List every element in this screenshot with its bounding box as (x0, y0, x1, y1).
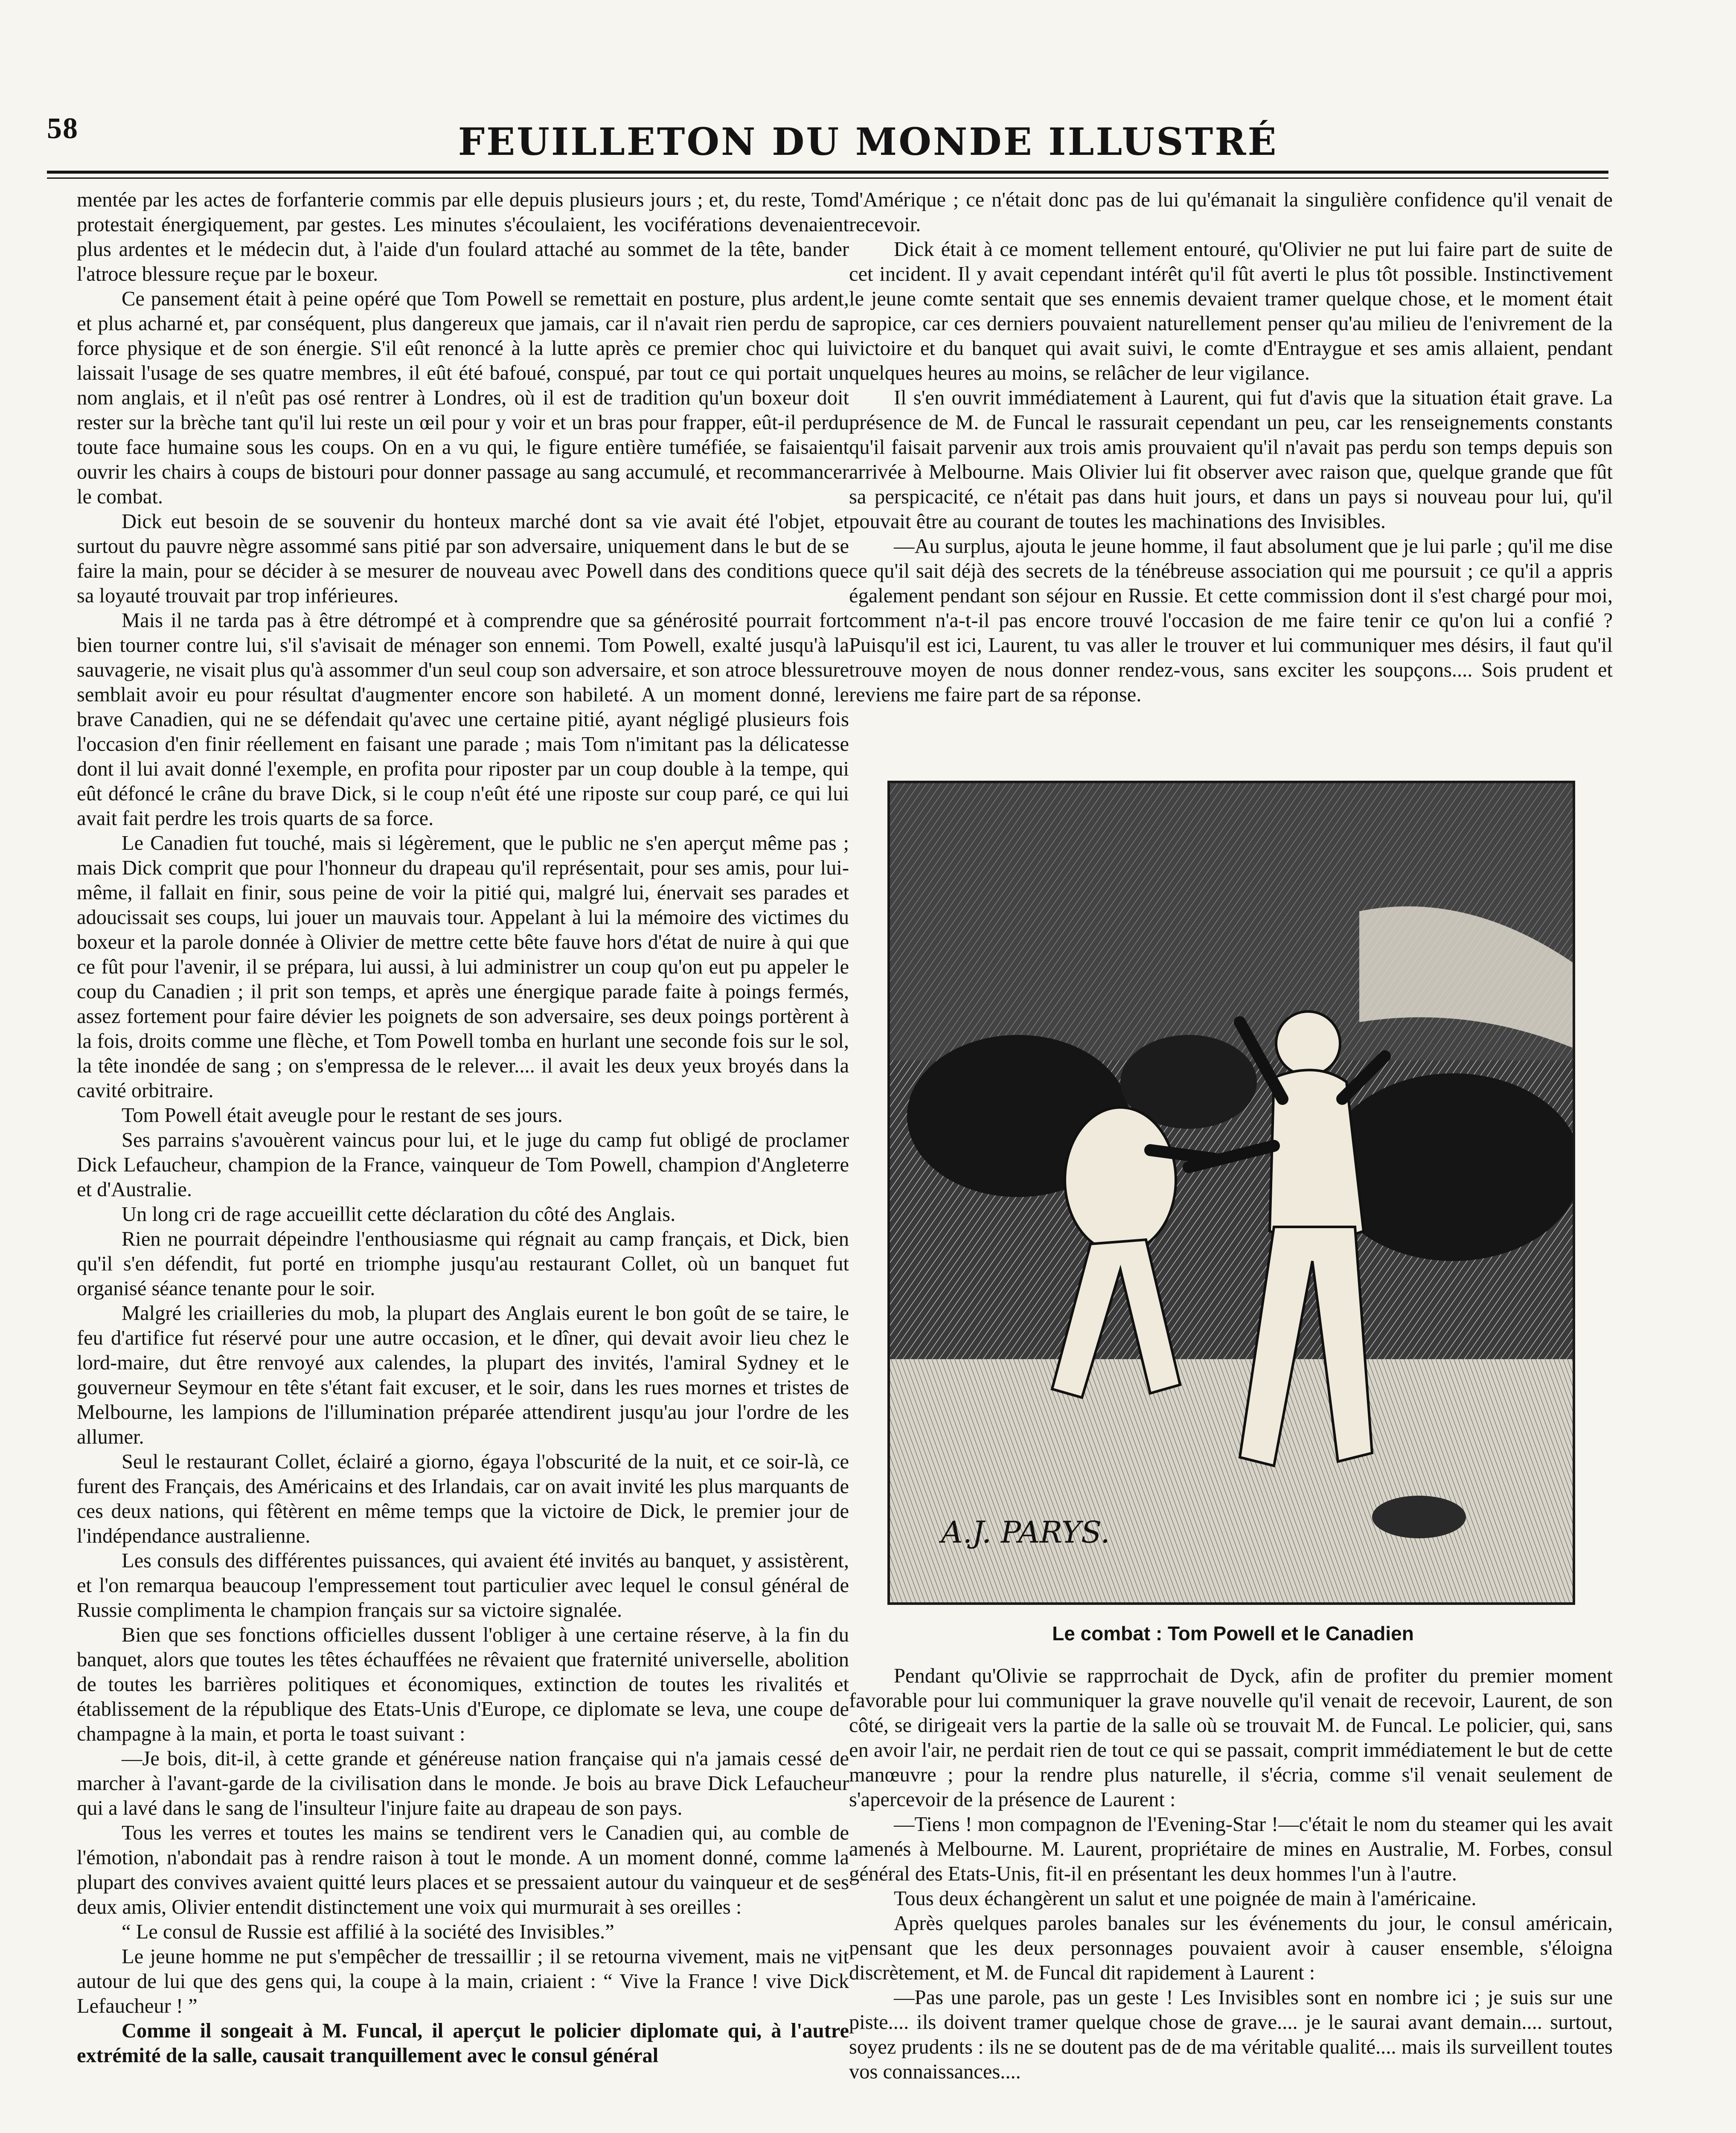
paragraph: Après quelques paroles banales sur les événements du jour, le consul américain, pensant que les deux personnages pouvaient avoir à causer ensemble, s'éloigna discrètement, et M. de Funcal dit rapidement à Laurent : (849, 1912, 1613, 1984)
figure (887, 781, 1579, 1645)
paragraph: Dick eut besoin de se souvenir du honteux marché dont sa vie avait été l'objet, et surtout du pauvre nègre assommé sans pitié par son adversaire, uniquement dans le but de se faire la main, pour se décider à se mesurer de nouveau avec Powell dans des conditions que sa loyauté trouvait par trop inférieures. (77, 510, 849, 607)
paragraph: Un long cri de rage accueillit cette déclaration du côté des Anglais. (122, 1203, 676, 1226)
running-head: FEUILLETON DU MONDE ILLUSTRÉ (458, 119, 1278, 164)
paragraph: Comme il songeait à M. Funcal, il aperçut le policier diplomate qui, à l'autre extrémité de la salle, causait tranquillement avec le consul général (77, 2020, 849, 2067)
paragraph: Le Canadien fut touché, mais si légèrement, que le public ne s'en aperçut même pas ; mais Dick comprit que pour l'honneur du drapeau qu'il représentait, pour ses amis, pour lui-même, il fallait en finir, sous peine de voir la pitié qui, malgré lui, énervait ses parades et adoucissait ses coups, lui jouer un mauvais tour. Appelant à lui la mémoire des victimes du boxeur et la parole donnée à Olivier de mettre cette bête fauve hors d'état de nuire à qui que ce fût pour l'avenir, il se prépara, lui aussi, à lui administrer un coup qu'on eut pu appeler le coup du Canadien ; il prit son temps, et après une énergique parade faite à poings fermés, assez fortement pour faire dévier les poignets de son adversaire, ses deux poings portèrent à la fois, droits comme une flèche, et Tom Powell tomba en hurlant une seconde fois sur le sol, la tête inondée de sang ; on s'empressa de le relever.... il avait les deux yeux broyés dans la cavité orbitraire. (77, 832, 849, 1102)
paragraph: Malgré les criailleries du mob, la plupart des Anglais eurent le bon goût de se taire, le feu d'artifice fut réservé pour une autre occasion, et le dîner, qui devait avoir lieu chez le lord-maire, dut être renvoyé aux calendes, la plupart des invités, l'amiral Sydney et le gouverneur Seymour en tête s'étant fait excuser, et le soir, dans les rues mornes et tristes de Melbourne, les lampions de l'illumination préparée attendirent jusqu'au jour l'ordre de les allumer. (77, 1302, 849, 1448)
paragraph: Tous les verres et toutes les mains se tendirent vers le Canadien qui, au comble de l'émotion, n'abondait pas à rendre raison à tout le monde. A un moment donné, comme la plupart des convives avaient quitté leurs places et se pressaient autour du vainqueur et de ses deux amis, Olivier entendit distinctement une voix qui murmurait à ses oreilles : (77, 1822, 849, 1918)
artist-signature: A.J. PARYS. (941, 1515, 1110, 1550)
paragraph: Seul le restaurant Collet, éclairé a giorno, égaya l'obscurité de la nuit, et ce soir-là, ce furent des Français, des Américains et des Irlandais, car on avait invité les plus marquants de ces deux nations, qui fêtèrent en même temps que la victoire de Dick, le premier jour de l'indépendance australienne. (77, 1450, 849, 1547)
paragraph: Les consuls des différentes puissances, qui avaient été invités au banquet, y assistèrent, et l'on remarqua beaucoup l'empressement tout particulier avec lequel le consul général de Russie complimenta le champion français sur sa victoire signalée. (77, 1549, 849, 1622)
left-column (77, 188, 849, 2133)
right-column-bottom (849, 1664, 1613, 2133)
right-column-top (849, 188, 1613, 755)
paragraph: —Je bois, dit-il, à cette grande et généreuse nation française qui n'a jamais cessé de marcher à l'avant-garde de la civilisation dans le monde. Je bois au brave Dick Lefaucheur qui a lavé dans le sang de l'insulteur l'injure faite au drapeau de son pays. (77, 1747, 849, 1819)
paragraph: —Pas une parole, pas un geste ! Les Invisibles sont en nombre ici ; je suis sur une piste.... ils doivent tramer quelque chose de grave.... je le saurai avant demain.... surtout, soyez prudents : ils ne se doutent pas de de ma véritable qualité.... mais ils surveillent toutes vos connaissances.... (849, 1986, 1613, 2083)
paragraph: Ses parrains s'avouèrent vaincus pour lui, et le juge du camp fut obligé de proclamer Dick Lefaucheur, champion de la France, vainqueur de Tom Powell, champion d'Angleterre et d'Australie. (77, 1129, 849, 1201)
paragraph: —Tiens ! mon compagnon de l'Evening-Star !—c'était le nom du steamer qui les avait amenés à Melbourne. M. Laurent, propriétaire de mines en Australie, M. Forbes, consul général des Etats-Unis, fit-il en présentant les deux hommes l'un à l'autre. (849, 1813, 1613, 1885)
paragraph: Ce pansement était à peine opéré que Tom Powell se remettait en posture, plus ardent, et plus acharné et, par conséquent, plus dangereux que jamais, car il n'avait rien perdu de sa force physique et de son énergie. S'il eût renoncé à la lutte après ce premier choc qui lui laissait l'usage de ses quatre membres, il eût été bafoué, conspué, par tout ce qui portait un nom anglais, et il n'eût pas osé rentrer à Londres, où il est de tradition qu'un boxeur doit rester sur la brèche tant qu'il lui reste un œil pour y voir et un bras pour frapper, eût-il perdu toute face humaine sous les coups. On en a vu qui, le figure entière tuméfiée, se faisaient ouvrir les chairs à coups de bistouri pour donner passage au sang accumulé, et recommancer le combat. (77, 288, 849, 508)
header-rule-thick (47, 171, 1608, 174)
paragraph: Tom Powell était aveugle pour le restant de ses jours. (122, 1104, 563, 1127)
engraving-illustration (887, 781, 1575, 1605)
paragraph: mentée par les actes de forfanterie commis par elle depuis plusieurs jours ; et, du reste, Tom protestait énergiquement, par gestes. Les minutes s'écoulaient, les vociférations devenaient plus ardentes et le médecin dut, à l'aide d'un foulard attaché au sommet de la tête, bander l'atroce blessure reçue par le boxeur. (77, 189, 849, 285)
paragraph: Dick était à ce moment tellement entouré, qu'Olivier ne put lui faire part de suite de cet incident. Il y avait cependant intérêt qu'il fût averti le plus tôt possible. Instinctivement le jeune comte sentait que ses ennemis devaient tramer quelque chose, et le moment était propice, car ces derniers pouvaient naturellement penser qu'au milieu de l'enivrement de la victoire et du banquet qui avait suivi, le comte d'Entraygue et ses amis allaient, pendant quelques heures au moins, se relâcher de leur vigilance. (849, 238, 1613, 384)
header-rule-thin (47, 177, 1608, 179)
paragraph: d'Amérique ; ce n'était donc pas de lui qu'émanait la singulière confidence qu'il venait de recevoir. (849, 189, 1613, 236)
paragraph: Le jeune homme ne put s'empêcher de tressaillir ; il se retourna vivement, mais ne vit autour de lui que des gens qui, la coupe à la main, criaient : “ Vive la France ! vive Dick Lefaucheur ! ” (77, 1945, 849, 2017)
paragraph: Rien ne pourrait dépeindre l'enthousiasme qui régnait au camp français, et Dick, bien qu'il s'en défendit, fut porté en triomphe jusqu'au restaurant Collet, où un banquet fut organisé séance tenante pour le soir. (77, 1228, 849, 1300)
paragraph: “ Le consul de Russie est affilié à la société des Invisibles.” (122, 1921, 614, 1943)
paragraph: —Au surplus, ajouta le jeune homme, il faut absolument que je lui parle ; qu'il me dise ce qu'il sait déjà des secrets de la ténébreuse association qui me poursuit ; ce qu'il a appris également pendant son séjour en Russie. Et cette commission dont il s'est chargé pour moi, comment n'a-t-il pas encore trouvé l'occasion de me faire tenir ce qu'on lui a confié ? Puisqu'il est ici, Laurent, tu vas aller le trouver et lui communiquer mes désirs, il faut qu'il trouve moyen de nous donner rendez-vous, sans exciter les soupçons.... Sois prudent et reviens me faire part de sa réponse. (849, 535, 1613, 706)
paragraph: Mais il ne tarda pas à être détrompé et à comprendre que sa générosité pourrait fort bien tourner contre lui, s'il s'avisait de ménager son ennemi. Tom Powell, exalté jusqu'à la sauvagerie, ne visait plus qu'à assommer d'un seul coup son adversaire, et son atroce blessure semblait avoir eu pour résultat d'augmenter encore son habileté. A un moment donné, le brave Canadien, qui ne se défendait qu'avec une certaine pitié, ayant négligé plusieurs fois l'occasion d'en finir réellement en faisant une parade ; mais Tom n'imitant pas la délicatesse dont il lui avait donné l'exemple, en profita pour riposter par un coup double à la tempe, qui eût défoncé le crâne du brave Dick, si le coup n'eût été une riposte sur coup paré, ce qui lui avait fait perdre les trois quarts de sa force. (77, 609, 849, 830)
boxing-match-engraving (890, 783, 1573, 1602)
page-number: 58 (47, 112, 79, 145)
paragraph: Pendant qu'Olivie se rapprrochait de Dyck, afin de profiter du premier moment favorable pour lui communiquer la grave nouvelle qu'il venait de recevoir, Laurent, de son côté, se dirigeait vers la partie de la salle où se trouvait M. de Funcal. Le policier, qui, sans en avoir l'air, ne perdait rien de tout ce qui se passait, comprit immédiatement le but de cette manœuvre ; pour la rendre plus naturelle, il s'écria, comme s'il venait seulement de s'apercevoir de la présence de Laurent : (849, 1665, 1613, 1811)
paragraph: Bien que ses fonctions officielles dussent l'obliger à une certaine réserve, à la fin du banquet, alors que toutes les têtes échauffées ne rêvaient que fraternité universelle, abolition de toutes les barrières politiques et économiques, extinction de toutes les rivalités et établissement de la république des Etats-Unis d'Europe, ce diplomate se leva, une coupe de champagne à la main, et porta le toast suivant : (77, 1624, 849, 1745)
figure-caption: Le combat : Tom Powell et le Canadien (1052, 1622, 1414, 1645)
paragraph: Il s'en ouvrit immédiatement à Laurent, qui fut d'avis que la situation était grave. La présence de M. de Funcal le rassurait cependant un peu, car les renseignements constants qu'il faisait parvenir aux trois amis prouvaient qu'il n'avait pas perdu son temps depuis son arrivée à Melbourne. Mais Olivier lui fit observer avec raison que, quelque grande que fût sa perspicacité, ce n'était pas dans huit jours, et dans un pays si nouveau pour lui, qu'il pouvait être au courant de toutes les machinations des Invisibles. (849, 386, 1613, 533)
paragraph: Tous deux échangèrent un salut et une poignée de main à l'américaine. (894, 1887, 1477, 1910)
